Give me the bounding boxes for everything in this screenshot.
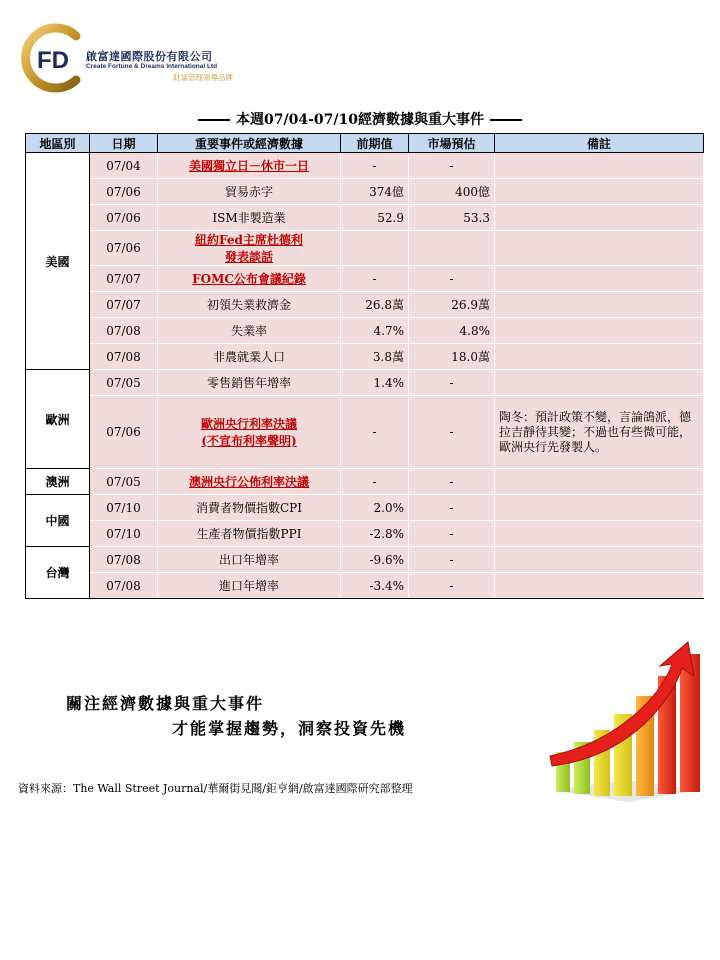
forecast-value-cell: - — [409, 370, 495, 396]
previous-value-cell: 3.8萬 — [341, 344, 409, 370]
forecast-value-cell: - — [409, 495, 495, 521]
previous-value-cell: - — [341, 153, 409, 179]
forecast-value-cell: - — [409, 547, 495, 573]
date-cell: 07/07 — [90, 266, 158, 292]
table-row — [26, 573, 704, 599]
company-name-en: Create Fortune & Dreams International Ltd — [86, 63, 218, 70]
table-body — [26, 153, 704, 599]
previous-value-cell: 4.7% — [341, 318, 409, 344]
table-row — [26, 231, 704, 266]
logo-mark-text: FD — [37, 47, 69, 74]
table-row — [26, 521, 704, 547]
event-label: 出口年增率 — [218, 553, 279, 567]
previous-value-cell: -9.6% — [341, 547, 409, 573]
notes-cell — [495, 318, 704, 344]
previous-value-cell: - — [341, 396, 409, 469]
previous-value-cell: 26.8萬 — [341, 292, 409, 318]
table-row — [26, 153, 704, 179]
forecast-value-cell: - — [409, 469, 495, 495]
event-label: 消費者物價指數CPI — [196, 501, 302, 515]
date-cell: 07/08 — [90, 344, 158, 370]
notes-cell — [495, 573, 704, 599]
event-cell — [158, 231, 341, 266]
event-cell — [158, 547, 341, 573]
company-name-cn: 啟富達國際股份有限公司 — [86, 50, 213, 63]
title-dash-right — [490, 119, 522, 121]
notes-cell — [495, 370, 704, 396]
forecast-value-cell: - — [409, 573, 495, 599]
region-cell: 中國 — [26, 495, 90, 547]
header-region: 地區別 — [26, 134, 90, 153]
previous-value-cell: -3.4% — [341, 573, 409, 599]
event-label: 澳洲央行公佈利率決議 — [188, 475, 309, 489]
event-cell — [158, 370, 341, 396]
event-cell — [158, 266, 341, 292]
table-row — [26, 495, 704, 521]
slogan-line-1: 關注經濟數據與重大事件 — [66, 694, 265, 713]
event-cell — [158, 396, 341, 469]
title-dash-left — [198, 119, 230, 121]
date-cell: 07/07 — [90, 292, 158, 318]
forecast-value-cell: 26.9萬 — [409, 292, 495, 318]
date-cell: 07/10 — [90, 495, 158, 521]
event-cell — [158, 469, 341, 495]
table-row — [26, 205, 704, 231]
header-previous: 前期值 — [341, 134, 409, 153]
date-cell: 07/06 — [90, 179, 158, 205]
event-cell — [158, 318, 341, 344]
event-label: 生產者物價指數PPI — [196, 527, 302, 541]
event-cell — [158, 153, 341, 179]
event-cell — [158, 495, 341, 521]
notes-cell — [495, 344, 704, 370]
table-row — [26, 370, 704, 396]
table-row — [26, 396, 704, 469]
notes-cell — [495, 521, 704, 547]
previous-value-cell — [341, 231, 409, 266]
notes-cell — [495, 292, 704, 318]
previous-value-cell: 374億 — [341, 179, 409, 205]
event-label: 失業率 — [230, 324, 267, 338]
date-cell: 07/08 — [90, 547, 158, 573]
data-source: 資料來源：The Wall Street Journal/華爾街見聞/鉅亨網/啟富達國際研究部整理 — [18, 782, 413, 795]
event-cell — [158, 521, 341, 547]
notes-cell — [495, 231, 704, 266]
previous-value-cell: 1.4% — [341, 370, 409, 396]
previous-value-cell: -2.8% — [341, 521, 409, 547]
table-row — [26, 469, 704, 495]
header-date: 日期 — [90, 134, 158, 153]
date-cell: 07/05 — [90, 370, 158, 396]
notes-cell — [495, 266, 704, 292]
table-row — [26, 547, 704, 573]
logo-ring-icon — [16, 22, 88, 94]
date-cell: 07/04 — [90, 153, 158, 179]
date-cell: 07/06 — [90, 231, 158, 266]
event-cell — [158, 292, 341, 318]
forecast-value-cell: - — [409, 396, 495, 469]
forecast-value-cell: - — [409, 266, 495, 292]
page-title-text: 本週07/04-07/10經濟數據與重大事件 — [236, 112, 484, 128]
event-label: 美國獨立日－休市一日 — [188, 159, 309, 173]
event-label: 歐洲央行利率決議 (不宣布利率聲明) — [200, 417, 297, 448]
event-label: 零售銷售年增率 — [206, 376, 291, 390]
slogan-line-2: 才能掌握趨勢，洞察投資先機 — [172, 719, 407, 738]
table-row — [26, 292, 704, 318]
event-cell — [158, 179, 341, 205]
date-cell: 07/06 — [90, 205, 158, 231]
company-logo — [16, 22, 256, 98]
notes-cell — [495, 469, 704, 495]
region-cell: 澳洲 — [26, 469, 90, 495]
event-label: 非農就業人口 — [212, 350, 285, 364]
forecast-value-cell: 4.8% — [409, 318, 495, 344]
date-cell: 07/05 — [90, 469, 158, 495]
growth-chart-graphic — [548, 640, 704, 802]
notes-cell — [495, 495, 704, 521]
header-forecast: 市場預估 — [409, 134, 495, 153]
notes-cell — [495, 179, 704, 205]
table-row — [26, 344, 704, 370]
event-label: 紐約Fed主席杜德利 發表談話 — [195, 233, 303, 264]
event-label: 初領失業救濟金 — [206, 298, 291, 312]
previous-value-cell: - — [341, 266, 409, 292]
forecast-value-cell: 18.0萬 — [409, 344, 495, 370]
forecast-value-cell: - — [409, 153, 495, 179]
event-label: 進口年增率 — [218, 579, 279, 593]
region-cell: 美國 — [26, 153, 90, 370]
header-notes: 備註 — [495, 134, 704, 153]
table-header-row — [26, 134, 704, 153]
economic-calendar-table — [25, 133, 704, 599]
notes-cell — [495, 205, 704, 231]
date-cell: 07/08 — [90, 573, 158, 599]
previous-value-cell: 52.9 — [341, 205, 409, 231]
region-cell: 台灣 — [26, 547, 90, 599]
previous-value-cell: - — [341, 469, 409, 495]
table-row — [26, 179, 704, 205]
forecast-value-cell: 53.3 — [409, 205, 495, 231]
table-row — [26, 266, 704, 292]
date-cell: 07/08 — [90, 318, 158, 344]
date-cell: 07/06 — [90, 396, 158, 469]
page-title — [0, 109, 720, 129]
event-cell — [158, 344, 341, 370]
forecast-value-cell — [409, 231, 495, 266]
notes-cell — [495, 547, 704, 573]
forecast-value-cell: 400億 — [409, 179, 495, 205]
table-row — [26, 318, 704, 344]
previous-value-cell: 2.0% — [341, 495, 409, 521]
event-label: ISM非製造業 — [212, 211, 286, 225]
date-cell: 07/10 — [90, 521, 158, 547]
header-event: 重要事件或經濟數據 — [158, 134, 341, 153]
event-cell — [158, 205, 341, 231]
forecast-value-cell: - — [409, 521, 495, 547]
region-cell: 歐洲 — [26, 370, 90, 469]
brand-slogan: 財富管理領導品牌 — [173, 73, 233, 82]
event-cell — [158, 573, 341, 599]
event-label: 貿易赤字 — [224, 185, 273, 199]
graphic-bar-7 — [680, 654, 700, 792]
notes-cell: 陶冬：預計政策不變，言論鴿派，德拉吉靜待其變；不過也有些微可能，歐洲央行先發製人。 — [495, 396, 704, 469]
event-label: FOMC公布會議紀錄 — [192, 272, 306, 286]
notes-cell — [495, 153, 704, 179]
